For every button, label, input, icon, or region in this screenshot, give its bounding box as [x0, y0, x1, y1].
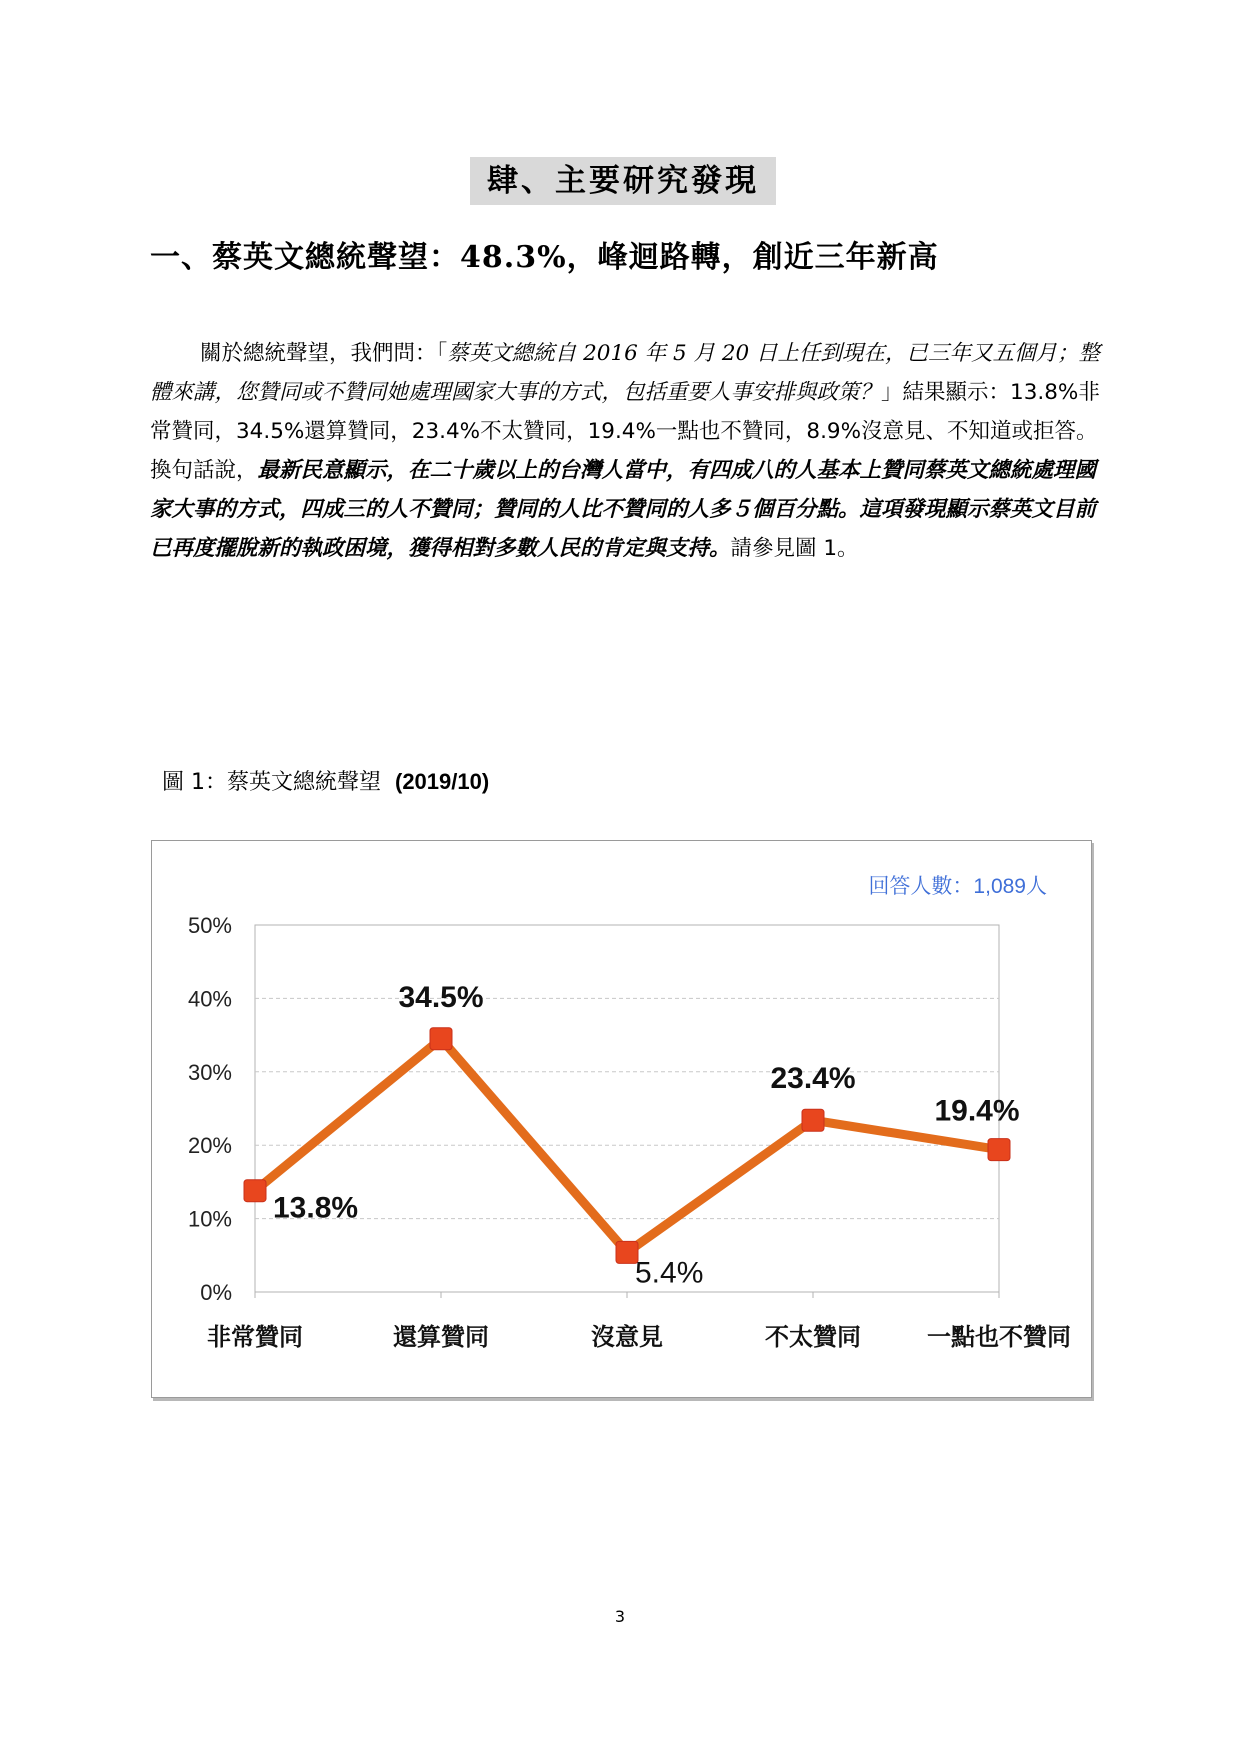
data-label: 23.4%	[770, 1062, 856, 1096]
x-tick-label: 沒意見	[591, 1324, 663, 1351]
data-point-marker	[244, 1180, 266, 1202]
survey-question: 蔡英文總統自 2016 年 5 月 20 日上任到現在，已三年又五個月；整體來講，您贊同或不贊同她處理國家大事的方式，包括重要人事安排與政策？	[150, 341, 1101, 405]
x-tick-label: 非常贊同	[207, 1324, 303, 1351]
line-chart	[152, 841, 1091, 1397]
data-label: 19.4%	[934, 1094, 1020, 1128]
paragraph-intro: 關於總統聲望，我們問：「	[200, 341, 448, 366]
y-tick-label: 50%	[187, 913, 232, 938]
data-point-marker	[988, 1139, 1010, 1161]
x-tick-label: 一點也不贊同	[927, 1324, 1071, 1351]
subheading: 一、蔡英文總統聲望：48.3%，峰迴路轉，創近三年新高	[150, 240, 939, 275]
paragraph-closing: 請參見圖 1。	[730, 536, 859, 561]
y-tick-label: 10%	[187, 1206, 232, 1232]
paragraph-emphasis: 最新民意顯示，在二十歲以上的台灣人當中，有四成八的人基本上贊同蔡英文總統處理國家大事的方式，四成三的人不贊同；贊同的人比不贊同的人多５個百分點。這項發現顯示蔡英文目前已再度擺脫新的執政困境，獲得相對多數人民的肯定與支持。	[150, 458, 1097, 561]
y-tick-label: 0%	[200, 1280, 232, 1305]
plot-area	[255, 925, 999, 1292]
body-paragraph	[150, 334, 1110, 568]
x-tick-label: 還算贊同	[393, 1324, 489, 1351]
data-label: 34.5%	[398, 980, 484, 1014]
y-tick-label: 40%	[187, 986, 232, 1012]
page-number: 3	[614, 1607, 626, 1626]
figure-caption-date: (2019/10)	[395, 769, 490, 794]
data-label: 13.8%	[273, 1191, 359, 1225]
data-point-marker	[802, 1109, 824, 1131]
respondent-count: 回答人數：1,089人	[868, 875, 1047, 898]
section-title: 肆、主要研究發現	[470, 157, 776, 205]
x-tick-label: 不太贊同	[765, 1324, 861, 1351]
data-label: 5.4%	[635, 1256, 704, 1290]
figure-caption-label: 圖 1：蔡英文總統聲望	[162, 770, 381, 795]
y-tick-label: 20%	[187, 1133, 232, 1159]
figure-caption	[162, 765, 489, 796]
y-tick-label: 30%	[187, 1059, 232, 1085]
question-close: 」	[881, 380, 903, 405]
chart-container	[151, 840, 1092, 1398]
data-point-marker	[430, 1028, 452, 1050]
paragraph-results: 結果顯示：13.8%非常贊同，34.5%還算贊同，23.4%不太贊同，19.4%一點也不贊同，8.9%沒意見、不知道或拒答。換句話說，	[150, 380, 1100, 483]
